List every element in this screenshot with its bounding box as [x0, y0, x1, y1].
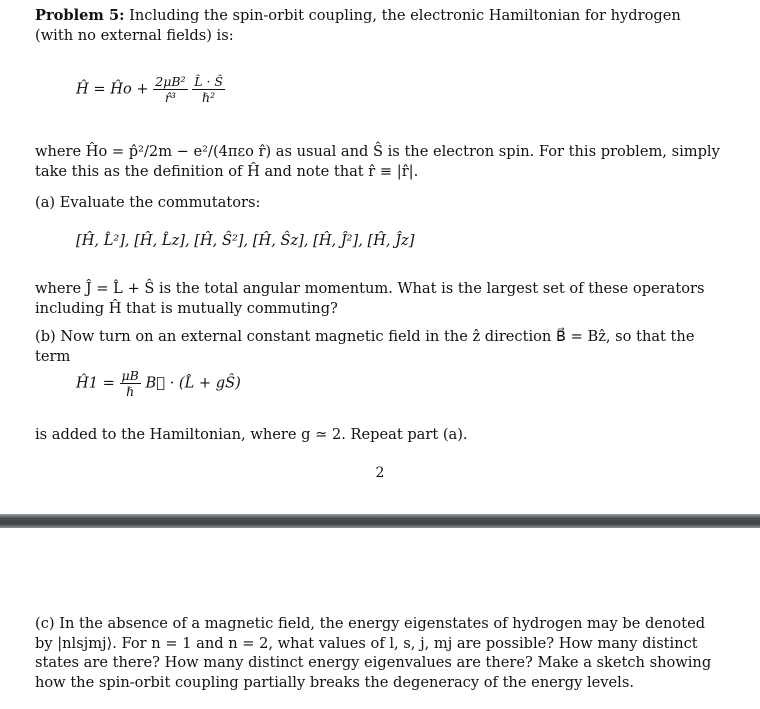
hamiltonian-fraction-2	[192, 74, 225, 105]
h1-lhs: Ĥ1 =	[76, 374, 115, 392]
definition-paragraph: where Ĥo = p̂²/2m − e²/(4πεo r̂) as usual and Ŝ is the electron spin. For this problem, simply take this as the definition of Ĥ and note that r̂ ≡ |r̂|.	[35, 143, 720, 180]
hamiltonian-equation	[76, 74, 225, 105]
fraction-1-denominator: r̂³	[164, 90, 176, 105]
page-number: 2	[375, 465, 385, 481]
part-c-paragraph: (c) In the absence of a magnetic field, the energy eigenstates of hydrogen may be denoted by |nlsjmj⟩. For n = 1 and n = 2, what values of l, s, j, mj are possible? How many distinct states are there? How many distinct energy eigenvalues are there? Make a sketch showing how the spin-orbit coupling partially breaks the degeneracy of the energy levels.	[35, 615, 712, 691]
h1-numerator: μB	[121, 368, 139, 383]
part-b-prompt: (b) Now turn on an external constant magnetic field in the ẑ direction B⃗ = Bẑ, so that the term	[35, 328, 695, 365]
problem-intro-text: Including the spin-orbit coupling, the electronic Hamiltonian for hydrogen (with no external fields) is:	[35, 7, 681, 44]
h1-rhs: B⃗ · (L̂ + gŜ)	[145, 374, 241, 392]
part-a-prompt: (a) Evaluate the commutators:	[35, 194, 261, 211]
h1-equation	[76, 368, 241, 399]
commutators-list: [Ĥ, L̂²], [Ĥ, L̂z], [Ĥ, Ŝ²], [Ĥ, Ŝz], [Ĥ, Ĵ²], [Ĥ, Ĵz]	[76, 232, 415, 249]
hamiltonian-lhs: Ĥ = Ĥo +	[76, 80, 149, 98]
h1-fraction	[120, 368, 141, 399]
hamiltonian-fraction-1	[153, 74, 187, 105]
problem-intro	[35, 6, 723, 45]
problem-label: Problem 5:	[35, 7, 125, 24]
part-a-followup: where Ĵ = L̂ + Ŝ is the total angular momentum. What is the largest set of these operators including Ĥ that is mutually commuting?	[35, 280, 705, 317]
fraction-2-denominator: ℏ²	[202, 90, 216, 105]
page-bottom	[0, 528, 760, 709]
fraction-2-numerator: L̂ · Ŝ	[194, 74, 223, 89]
fraction-1-numerator: 2μB²	[155, 74, 186, 89]
page-separator	[0, 514, 760, 528]
part-b-followup: is added to the Hamiltonian, where g ≃ 2. Repeat part (a).	[35, 426, 468, 443]
h1-denominator: ℏ	[126, 384, 135, 399]
